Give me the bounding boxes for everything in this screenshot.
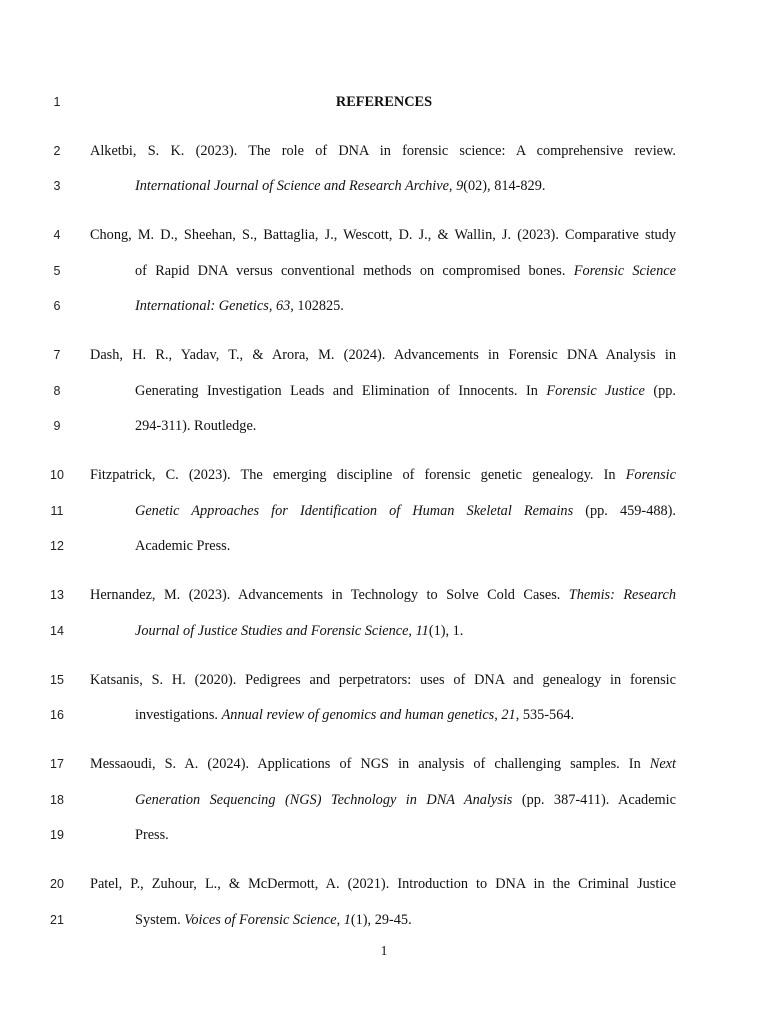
journal-title: Forensic Science: [573, 263, 676, 279]
citation-detail: (pp. 387-411). Academic: [512, 792, 676, 808]
page-title: REFERENCES: [335, 94, 433, 110]
book-title: Genetic Approaches for Identification of Human Skeletal Remains: [135, 503, 574, 519]
line-number: 10: [50, 468, 64, 482]
line-number: 21: [50, 913, 64, 927]
line-number: 11: [50, 504, 64, 518]
reference-text: Fitzpatrick, C. (2023). The emerging discipline of forensic genetic genealogy. In: [90, 467, 626, 483]
volume: 1: [343, 912, 351, 928]
line-number: 9: [53, 419, 61, 433]
citation-detail: (1), 29-45.: [350, 912, 412, 928]
journal-title: Journal of Justice Studies and Forensic Science: [135, 623, 409, 639]
journal-title: International Journal of Science and Research Archive: [135, 178, 449, 194]
reference-line: Katsanis, S. H. (2020). Pedigrees and perpetrators: uses of DNA and genealogy in forensic: [90, 672, 676, 688]
reference-line: Chong, M. D., Sheehan, S., Battaglia, J., Wescott, D. J., & Wallin, J. (2023). Comparative study: [90, 227, 676, 243]
reference-text: Hernandez, M. (2023). Advancements in Technology to Solve Cold Cases.: [90, 587, 569, 603]
citation-detail: (pp. 459-488).: [573, 503, 676, 519]
book-title: Forensic Justice: [546, 383, 645, 399]
journal-title: International: Genetics: [135, 298, 269, 314]
reference-text: investigations.: [135, 707, 222, 723]
reference-line: [135, 705, 676, 725]
journal-title: Annual review of genomics and human genetics: [221, 707, 495, 723]
line-number: 13: [50, 588, 64, 602]
line-number: 5: [53, 264, 61, 278]
reference-line: Alketbi, S. K. (2023). The role of DNA in forensic science: A comprehensive review.: [90, 143, 676, 159]
reference-text: of Rapid DNA versus conventional methods on compromised bones.: [135, 263, 574, 279]
separator: ,: [408, 623, 416, 639]
reference-line: [135, 176, 676, 196]
separator: ,: [268, 298, 276, 314]
citation-detail: (02), 814-829.: [463, 178, 546, 194]
line-number: 18: [50, 793, 64, 807]
book-title: Next: [649, 756, 676, 772]
citation-detail: , 102825.: [290, 298, 344, 314]
reference-line: 294-311). Routledge.: [135, 418, 257, 434]
reference-text: Generating Investigation Leads and Elimination of Innocents. In: [135, 383, 547, 399]
book-title: Generation Sequencing (NGS) Technology in DNA Analysis: [135, 792, 513, 808]
line-number: 15: [50, 673, 64, 687]
volume: 63: [275, 298, 291, 314]
page-number: 1: [380, 943, 388, 958]
line-number: 8: [53, 384, 61, 398]
reference-line: [90, 465, 676, 485]
reference-line: [135, 296, 676, 316]
separator: ,: [448, 178, 457, 194]
reference-line: Dash, H. R., Yadav, T., & Arora, M. (2024). Advancements in Forensic DNA Analysis in: [90, 347, 676, 363]
volume: 21: [501, 707, 516, 723]
line-number: 4: [53, 228, 61, 242]
book-title: Forensic: [625, 467, 676, 483]
reference-line: [135, 381, 676, 401]
line-number: 16: [50, 708, 64, 722]
line-number: 14: [50, 624, 64, 638]
line-number: 19: [50, 828, 64, 842]
reference-line: [135, 261, 676, 281]
reference-line: [135, 910, 676, 930]
line-number: 6: [53, 299, 61, 313]
volume: 11: [415, 623, 429, 639]
separator: ,: [336, 912, 344, 928]
reference-line: [90, 585, 676, 605]
volume: 9: [456, 178, 464, 194]
line-number: 2: [53, 144, 61, 158]
line-number: 1: [53, 95, 61, 109]
line-number: 20: [50, 877, 64, 891]
reference-line: Academic Press.: [135, 538, 231, 554]
reference-line: Patel, P., Zuhour, L., & McDermott, A. (2021). Introduction to DNA in the Criminal Justice: [90, 876, 676, 892]
line-number: 17: [50, 757, 64, 771]
reference-line: [90, 754, 676, 774]
reference-line: [135, 621, 676, 641]
reference-line: Press.: [135, 827, 169, 843]
citation-detail: (1), 1.: [428, 623, 464, 639]
separator: ,: [494, 707, 502, 723]
journal-title: Themis: Research: [568, 587, 676, 603]
line-number: 3: [53, 179, 61, 193]
reference-text: Messaoudi, S. A. (2024). Applications of NGS in analysis of challenging samples. In: [90, 756, 650, 772]
citation-detail: , 535-564.: [515, 707, 575, 723]
journal-title: Voices of Forensic Science: [184, 912, 337, 928]
reference-line: [135, 790, 676, 810]
citation-detail: (pp.: [644, 383, 676, 399]
line-number: 7: [53, 348, 61, 362]
line-number: 12: [50, 539, 64, 553]
reference-line: [135, 501, 676, 521]
reference-text: System.: [135, 912, 185, 928]
